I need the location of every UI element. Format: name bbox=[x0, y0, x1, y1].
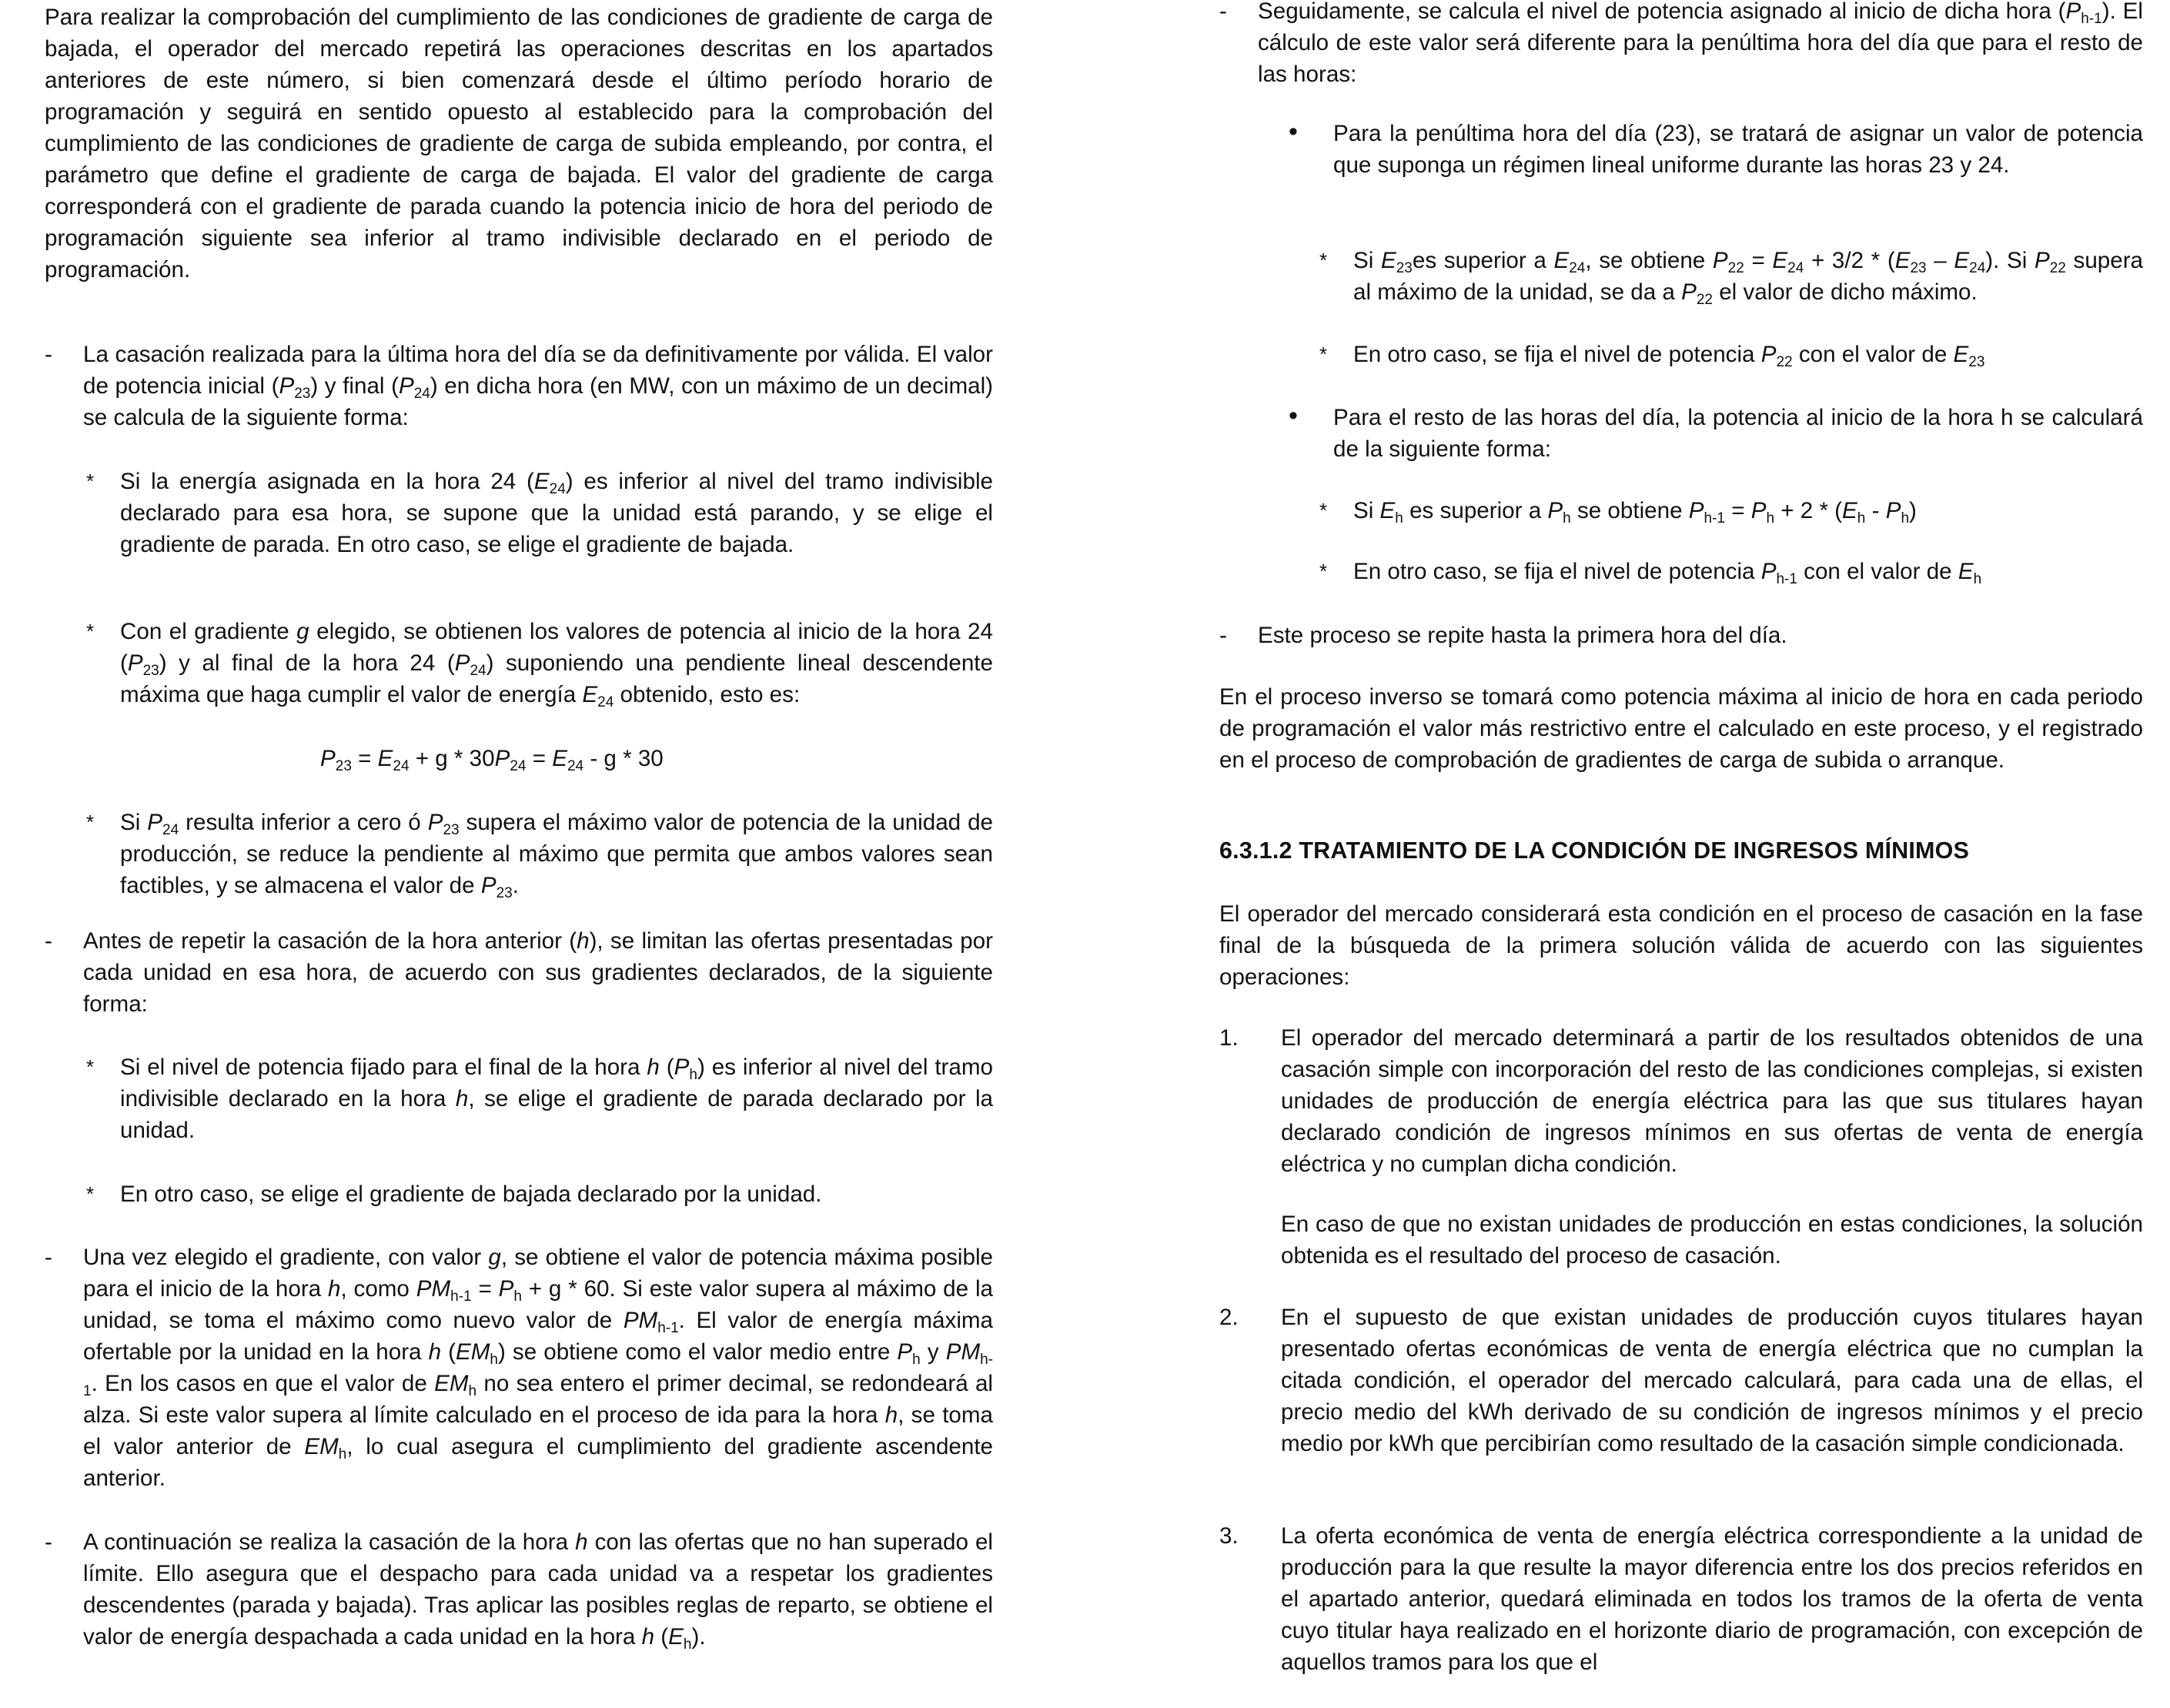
list-item-max-power: - Una vez elegido el gradiente, con valor g, se obtiene el valor de potencia máxima posible para el inicio de la hora h, como $PM_{h-1} = P_h + g * 60$. Si este valor supera al máximo de la unidad, se toma el máximo como nuevo valor de $PM_{h-1}$. El valor de energía máxima ofertable por la unidad en la hora h $(EM_h)$ se obtiene como el valor medio entre $P_h$ y $PM_{h-1}$. En los casos en que el valor de $EM_h$ no sea entero el primer decimal, se redondeará al alza. Si este valor supera al límite calculado en el proceso de ida para la hora h, se toma el valor anterior de $EM_h$, lo cual asegura el cumplimiento del gradiente ascendente anterior. bbox=[83, 1242, 993, 1494]
bullet-rest-hours: • Para el resto de las horas del día, la potencia al inicio de la hora h se calculará de la siguiente forma: bbox=[1289, 401, 2143, 462]
list-item-next-power: - Seguidamente, se calcula el nivel de potencia asignado al inicio de dicha hora $(P_{h-1})$. El cálculo de este valor será diferente para la penúltima hora del día que para el resto de las horas: bbox=[1258, 0, 2143, 90]
dash-marker: - bbox=[45, 1529, 52, 1555]
inverse-process-paragraph: En el proceso inverso se tomará como potencia máxima al inicio de hora en cada periodo de programación el valor más restrictivo entre el calculado en este proceso, y el registrado en el proceso de comprobación de gradientes de carga de subida o arranque. bbox=[1219, 684, 2143, 773]
step-1-continuation: En caso de que no existan unidades de producción en estas condiciones, la solución obtenida es el resultado del proceso de casación. bbox=[1281, 1212, 2143, 1268]
sub-item-energy-24: * Si la energía asignada en la hora 24 $(E_{24})$ es inferior al nivel del tramo indivisible declarado para esa hora, se supone que la unidad está parando, y se elige el gradiente de parada. En otro caso, se elige el gradiente de bajada. bbox=[120, 466, 993, 560]
bullet-marker: • bbox=[1289, 401, 1298, 430]
step-number: 2. bbox=[1219, 1305, 1239, 1330]
dash-marker: - bbox=[45, 342, 52, 367]
dash-marker: - bbox=[1219, 623, 1227, 648]
asterisk-marker: * bbox=[86, 620, 95, 643]
bullet-penultimate-hour: • Para la penúltima hora del día (23), se tratará de asignar un valor de potencia que suponga un régimen lineal uniforme durante las horas 23 y 24. bbox=[1289, 117, 2143, 178]
dash-marker: - bbox=[1219, 0, 1227, 24]
sub-item-otherwise: * En otro caso, se elige el gradiente de bajada declarado por la unidad. bbox=[120, 1178, 993, 1210]
asterisk-marker: * bbox=[1319, 343, 1328, 366]
asterisk-marker: * bbox=[1319, 249, 1328, 272]
asterisk-marker: * bbox=[86, 470, 95, 493]
sub-item-otherwise-p22: * En otro caso, se fija el nivel de potencia $P_{22}$ con el valor de $E_{23}$ bbox=[1353, 339, 2143, 370]
sub-item-e23-greater: * Si $E_{23}es$ superior a $E_{24}$, se obtiene $P_{22} = E_{24} + 3/2 * (E_{23} - E_{24})$. Si $P_{22}$ supera al máximo de la unidad, se da a $P_{22}$ el valor de dicho máximo. bbox=[1353, 245, 2143, 308]
step-number: 3. bbox=[1219, 1523, 1239, 1549]
bullet-marker: • bbox=[1289, 117, 1298, 146]
asterisk-marker: * bbox=[86, 1055, 95, 1078]
sub-item-power-level: * Si el nivel de potencia fijado para el final de la hora h $(P_h)$ es inferior al nivel del tramo indivisible declarado en la hora h, se elige el gradiente de parada declarado por la unidad. bbox=[120, 1051, 993, 1146]
sub-item-otherwise-ph: * En otro caso, se fija el nivel de potencia $P_{h-1}$ con el valor de $E_h$ bbox=[1353, 556, 2143, 587]
numbered-step-2: 2. En el supuesto de que existan unidades de producción cuyos titulares hayan presentado ofertas económicas de venta de energía eléctrica que no cumplan la citada condición, el operador del mercado calculará, para cada una de ellas, el precio medio del kWh derivado de su condición de ingresos mínimos y el precio medio por kWh que percibirían como resultado de la casación simple condicionada. bbox=[1281, 1302, 2143, 1459]
sub-item-p24-negative: * Si $P_{24}$ resulta inferior a cero ó $P_{23}$ supera el máximo valor de potencia de la unidad de producción, se reduce la pendiente al máximo que permita que ambos valores sean factibles, y se almacena el valor de $P_{23}$. bbox=[120, 807, 993, 901]
list-item-last-hour: - La casación realizada para la última hora del día se da definitivamente por válida. El valor de potencia inicial $(P_{23})$ y final $(P_{24})$ en dicha hora (en MW, con un máximo de un decimal) se calcula de la siguiente forma: bbox=[83, 339, 993, 433]
asterisk-marker: * bbox=[86, 1182, 95, 1205]
list-item-before-repeat: - Antes de repetir la casación de la hora anterior (h), se limitan las ofertas presentadas por cada unidad en esa hora, de acuerdo con sus gradientes declarados, de la siguiente forma: bbox=[83, 925, 993, 1020]
intro-paragraph: Para realizar la comprobación del cumplimiento de las condiciones de gradiente de carga de bajada, el operador del mercado repetirá las operaciones descritas en los apartados anteriores de este número, si bien comenzará desde el último período horario de programación y seguirá en sentido opuesto al establecido para la comprobación del cumplimiento de las condiciones de gradiente de carga de subida empleando, por contra, el parámetro que define el gradiente de carga de bajada. El valor del gradiente de carga corresponderá con el gradiente de parada cuando la potencia inicio de hora del periodo de programación siguiente sea inferior al tramo indivisible declarado en el periodo de programación. bbox=[45, 5, 993, 282]
dash-marker: - bbox=[45, 1245, 52, 1270]
step-number: 1. bbox=[1219, 1025, 1239, 1051]
section-heading: 6.3.1.2 TRATAMIENTO DE LA CONDICIÓN DE INGRESOS MÍNIMOS bbox=[1219, 837, 1970, 864]
numbered-step-1: 1. El operador del mercado determinará a partir de los resultados obtenidos de una casación simple con incorporación del resto de las condiciones complejas, si existen unidades de producción de energía eléctrica para las que sus titulares hayan declarado condición de ingresos mínimos en sus ofertas de venta de energía eléctrica y no cumplan dicha condición. bbox=[1281, 1022, 2143, 1180]
asterisk-marker: * bbox=[86, 811, 95, 834]
dash-marker: - bbox=[45, 928, 52, 954]
asterisk-marker: * bbox=[1319, 560, 1328, 583]
sub-item-eh-greater: * Si $E_h$ es superior a $P_h$ se obtiene $P_{h-1} = P_h + 2 * (E_h - P_h)$ bbox=[1353, 495, 2143, 526]
equation-line: $P_{23} = E_{24} + g * 30P_{24} = E_{24} - g * 30$ bbox=[320, 746, 664, 774]
asterisk-marker: * bbox=[1319, 499, 1328, 522]
list-item-repeat: - Este proceso se repite hasta la primera hora del día. bbox=[1258, 620, 2143, 651]
operator-paragraph: El operador del mercado considerará esta condición en el proceso de casación en la fase final de la búsqueda de la primera solución válida de acuerdo con las siguientes operaciones: bbox=[1219, 901, 2143, 990]
list-item-matching: - A continuación se realiza la casación de la hora h con las ofertas que no han superado el límite. Ello asegura que el despacho para cada unidad va a respetar los gradientes descendentes (parada y bajada). Tras aplicar las posibles reglas de reparto, se obtiene el valor de energía despachada a cada unidad en la hora h $(E_h)$. bbox=[83, 1526, 993, 1653]
sub-item-gradient-g: * Con el gradiente g elegido, se obtienen los valores de potencia al inicio de la hora 24 $(P_{23})$ y al final de la hora 24 $(P_{24})$ suponiendo una pendiente lineal descendente máxima que haga cumplir el valor de energía $E_{24}$ obtenido, esto es: bbox=[120, 616, 993, 710]
numbered-step-3: 3. La oferta económica de venta de energía eléctrica correspondiente a la unidad de producción para la que resulte la mayor diferencia entre los dos precios referidos en el apartado anterior, quedará eliminada en todos los tramos de la oferta de venta cuyo titular haya realizado en el horizonte diario de programación, con excepción de aquellos tramos para los que el bbox=[1281, 1520, 2143, 1678]
